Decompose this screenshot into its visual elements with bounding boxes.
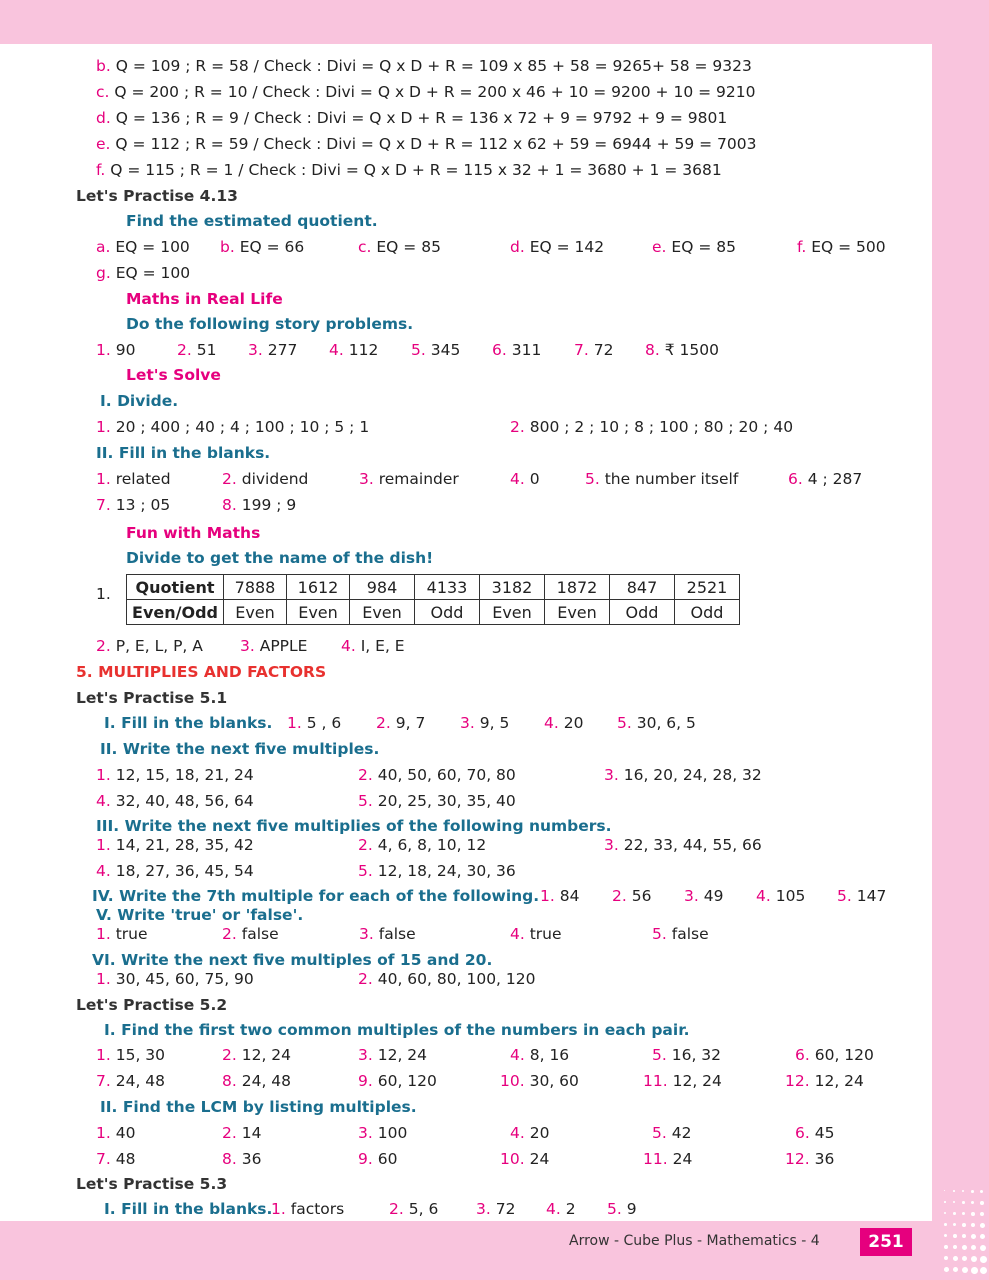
answer-item: 1. 12, 15, 18, 21, 24: [96, 766, 254, 784]
dot: [980, 1256, 987, 1263]
dot: [953, 1212, 956, 1215]
section-title: Let's Practise 5.2: [76, 996, 228, 1014]
dot: [980, 1245, 986, 1251]
dot: [980, 1234, 985, 1239]
answer-item: 5. 9: [607, 1200, 637, 1218]
answer-item: 3. 16, 20, 24, 28, 32: [604, 766, 762, 784]
answer-item: 3. 12, 24: [358, 1046, 428, 1064]
answer-item: 2. 40, 60, 80, 100, 120: [358, 970, 536, 988]
table-number: 1.: [96, 585, 111, 603]
answer-item: 1. 14, 21, 28, 35, 42: [96, 836, 254, 854]
answer-item: 4. 2: [546, 1200, 576, 1218]
answer-item: g. EQ = 100: [96, 264, 191, 282]
answer-item: 9. 60: [358, 1150, 398, 1168]
section-title: Let's Practise 5.3: [76, 1175, 228, 1193]
answer-item: 9. 60, 120: [358, 1072, 437, 1090]
question-title: II. Find the LCM by listing multiples.: [100, 1098, 417, 1116]
answer-item: 3. false: [359, 925, 416, 943]
answer-item: 1. 20 ; 400 ; 40 ; 4 ; 100 ; 10 ; 5 ; 1: [96, 418, 370, 436]
dot: [953, 1223, 956, 1226]
answer-item: 12. 12, 24: [785, 1072, 864, 1090]
question-title: IV. Write the 7th multiple for each of the following.: [92, 887, 540, 905]
answer-item: 7. 24, 48: [96, 1072, 166, 1090]
answer-item: 1. 90: [96, 341, 136, 359]
answer-item: 2. P, E, L, P, A: [96, 637, 203, 655]
dot: [962, 1234, 966, 1238]
answer-item: 5. 147: [837, 887, 887, 905]
answer-item: 11. 24: [643, 1150, 693, 1168]
dot: [962, 1256, 967, 1261]
answer-item: 2. dividend: [222, 470, 309, 488]
answer-item: 10. 24: [500, 1150, 550, 1168]
dot: [953, 1256, 958, 1261]
dot: [962, 1245, 967, 1250]
answer-item: 4. I, E, E: [341, 637, 405, 655]
dot: [971, 1201, 974, 1204]
answer-item: 12. 36: [785, 1150, 835, 1168]
dot: [953, 1234, 957, 1238]
answer-item: 5. the number itself: [585, 470, 739, 488]
check-line: b. Q = 109 ; R = 58 / Check : Divi = Q x D + R = 109 x 85 + 58 = 9265+ 58 = 9323: [96, 57, 752, 75]
table-cell: Even: [545, 600, 610, 625]
answer-item: 3. 277: [248, 341, 298, 359]
answer-item: 5. 42: [652, 1124, 692, 1142]
table-cell: Odd: [415, 600, 480, 625]
answer-item: 7. 48: [96, 1150, 136, 1168]
answer-item: 4. 105: [756, 887, 806, 905]
table-cell: 3182: [480, 575, 545, 600]
dot: [971, 1212, 975, 1216]
section-title: Let's Practise 4.13: [76, 187, 238, 205]
answer-item: 3. 22, 33, 44, 55, 66: [604, 836, 762, 854]
dot: [944, 1245, 948, 1249]
answer-item: 2. false: [222, 925, 279, 943]
answer-item: d. EQ = 142: [510, 238, 605, 256]
dot: [944, 1201, 946, 1203]
answer-item: 8. 36: [222, 1150, 262, 1168]
answer-item: 3. 72: [476, 1200, 516, 1218]
answer-item: 2. 4, 6, 8, 10, 12: [358, 836, 487, 854]
dot: [971, 1234, 976, 1239]
answer-item: 1. 40: [96, 1124, 136, 1142]
answer-item: 1. 84: [540, 887, 580, 905]
question-title: V. Write 'true' or 'false'.: [96, 906, 304, 924]
check-line: e. Q = 112 ; R = 59 / Check : Divi = Q x D + R = 112 x 62 + 59 = 6944 + 59 = 7003: [96, 135, 757, 153]
dot: [944, 1190, 945, 1191]
answer-item: 2. 40, 50, 60, 70, 80: [358, 766, 516, 784]
dot: [962, 1190, 964, 1192]
answer-item: 3. APPLE: [240, 637, 308, 655]
answer-item: 2. 9, 7: [376, 714, 426, 732]
answer-item: 6. 311: [492, 341, 542, 359]
chapter-title: 5. MULTIPLIES AND FACTORS: [76, 663, 327, 681]
table-cell: 7888: [224, 575, 287, 600]
answer-item: 2. 14: [222, 1124, 262, 1142]
answer-item: 2. 800 ; 2 ; 10 ; 8 ; 100 ; 80 ; 20 ; 40: [510, 418, 794, 436]
answer-item: b. EQ = 66: [220, 238, 305, 256]
table-cell: 847: [610, 575, 675, 600]
question-title: II. Fill in the blanks.: [96, 444, 271, 462]
dot: [962, 1212, 965, 1215]
dot: [980, 1223, 985, 1228]
section-title: Let's Practise 5.1: [76, 689, 228, 707]
check-line: d. Q = 136 ; R = 9 / Check : Divi = Q x D + R = 136 x 72 + 9 = 9792 + 9 = 9801: [96, 109, 728, 127]
dot: [944, 1234, 947, 1237]
answer-item: 1. factors: [271, 1200, 345, 1218]
dot: [944, 1267, 949, 1272]
dot: [953, 1190, 955, 1192]
dot: [944, 1223, 947, 1226]
answer-item: 4. 20: [544, 714, 584, 732]
answer-item: 6. 4 ; 287: [788, 470, 863, 488]
table-cell: Even/Odd: [127, 600, 224, 625]
answer-item: 5. 345: [411, 341, 461, 359]
answer-item: e. EQ = 85: [652, 238, 736, 256]
answer-item: 4. 18, 27, 36, 45, 54: [96, 862, 254, 880]
dot: [980, 1267, 987, 1274]
table-cell: Odd: [610, 600, 675, 625]
answer-item: 5. 30, 6, 5: [617, 714, 696, 732]
dot: [962, 1223, 966, 1227]
page-number: 251: [860, 1228, 912, 1256]
dot: [953, 1201, 955, 1203]
dot: [944, 1256, 948, 1260]
answer-item: 7. 72: [574, 341, 614, 359]
dot: [962, 1201, 965, 1204]
answer-item: 1. related: [96, 470, 171, 488]
table-cell: Quotient: [127, 575, 224, 600]
question-title: II. Write the next five multiples.: [100, 740, 380, 758]
table-cell: 984: [350, 575, 415, 600]
answer-item: 5. 12, 18, 24, 30, 36: [358, 862, 516, 880]
answer-item: 4. 0: [510, 470, 540, 488]
section-title: Fun with Maths: [126, 524, 261, 542]
dot: [962, 1267, 968, 1273]
answer-item: 2. 51: [177, 341, 217, 359]
answer-item: 4. 112: [329, 341, 379, 359]
answer-item: 11. 12, 24: [643, 1072, 722, 1090]
answer-item: 5. 16, 32: [652, 1046, 722, 1064]
answer-item: 6. 45: [795, 1124, 835, 1142]
answer-item: 2. 56: [612, 887, 652, 905]
table-cell: 2521: [675, 575, 740, 600]
dot: [980, 1190, 983, 1193]
answer-item: 3. 49: [684, 887, 724, 905]
answer-item: 5. false: [652, 925, 709, 943]
answer-item: 2. 12, 24: [222, 1046, 292, 1064]
answer-item: 3. 9, 5: [460, 714, 510, 732]
question-title: III. Write the next five multiplies of the following numbers.: [96, 817, 612, 835]
answer-item: 1. 30, 45, 60, 75, 90: [96, 970, 254, 988]
instruction: Do the following story problems.: [126, 315, 414, 333]
table-row: [127, 600, 740, 625]
question-title: I. Find the first two common multiples of the numbers in each pair.: [104, 1021, 690, 1039]
table-cell: Even: [480, 600, 545, 625]
check-line: c. Q = 200 ; R = 10 / Check : Divi = Q x D + R = 200 x 46 + 10 = 9200 + 10 = 9210: [96, 83, 756, 101]
answer-item: 4. 32, 40, 48, 56, 64: [96, 792, 254, 810]
table-cell: 4133: [415, 575, 480, 600]
dot: [944, 1212, 946, 1214]
answer-item: 8. ₹ 1500: [645, 341, 719, 359]
table-cell: Even: [350, 600, 415, 625]
question-title: I. Fill in the blanks.: [104, 714, 273, 732]
table-cell: Even: [224, 600, 287, 625]
answer-item: 5. 20, 25, 30, 35, 40: [358, 792, 516, 810]
table-cell: Odd: [675, 600, 740, 625]
answer-item: 3. remainder: [359, 470, 459, 488]
book-title: Arrow - Cube Plus - Mathematics - 4: [569, 1233, 820, 1249]
table-row: [127, 575, 740, 600]
answer-item: 2. 5, 6: [389, 1200, 439, 1218]
instruction: Divide to get the name of the dish!: [126, 549, 434, 567]
table-cell: 1872: [545, 575, 610, 600]
dot: [980, 1212, 984, 1216]
answer-item: 3. 100: [358, 1124, 408, 1142]
check-line: f. Q = 115 ; R = 1 / Check : Divi = Q x D + R = 115 x 32 + 1 = 3680 + 1 = 3681: [96, 161, 722, 179]
answer-item: 8. 24, 48: [222, 1072, 292, 1090]
instruction: Find the estimated quotient.: [126, 212, 378, 230]
answer-item: 4. 8, 16: [510, 1046, 570, 1064]
dot: [971, 1256, 977, 1262]
table-cell: 1612: [287, 575, 350, 600]
answer-item: 1. true: [96, 925, 148, 943]
answer-item: 6. 60, 120: [795, 1046, 874, 1064]
quotient-table: [126, 574, 740, 625]
dot: [971, 1245, 976, 1250]
answer-item: 4. true: [510, 925, 562, 943]
answer-item: 1. 5 , 6: [287, 714, 342, 732]
answer-item: 4. 20: [510, 1124, 550, 1142]
answer-item: 8. 199 ; 9: [222, 496, 297, 514]
answer-item: a. EQ = 100: [96, 238, 190, 256]
table-cell: Even: [287, 600, 350, 625]
question-title: I. Fill in the blanks.: [104, 1200, 273, 1218]
dot: [971, 1223, 975, 1227]
answer-item: f. EQ = 500: [797, 238, 886, 256]
section-title: Let's Solve: [126, 366, 221, 384]
section-title: Maths in Real Life: [126, 290, 283, 308]
question-title: VI. Write the next five multiples of 15 and 20.: [92, 951, 493, 969]
answer-item: 1. 15, 30: [96, 1046, 166, 1064]
answer-item: 10. 30, 60: [500, 1072, 579, 1090]
dot: [953, 1245, 957, 1249]
dot: [953, 1267, 958, 1272]
answer-item: c. EQ = 85: [358, 238, 441, 256]
answer-item: 7. 13 ; 05: [96, 496, 171, 514]
dot: [971, 1190, 974, 1193]
dot: [971, 1267, 978, 1274]
dot: [980, 1201, 984, 1205]
question-title: I. Divide.: [100, 392, 179, 410]
